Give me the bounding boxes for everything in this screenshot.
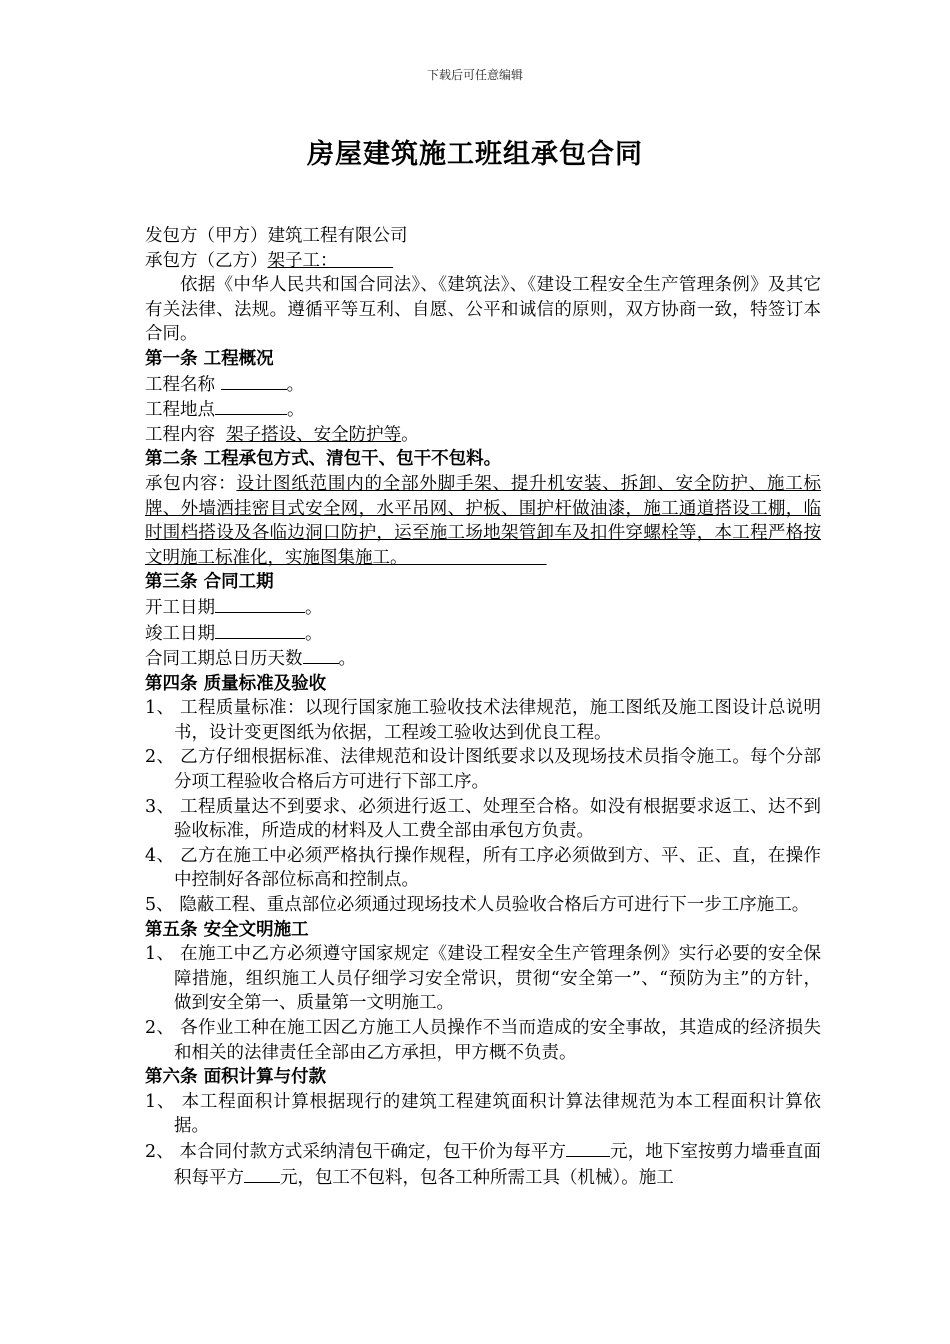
end-date-blank xyxy=(215,621,305,639)
total-days-blank xyxy=(303,646,339,664)
payment-item: 2、 本合同付款方式采纳清包干确定，包干价为每平方 元，地下室按剪力墙垂直面积每平方 元，包工不包料，包各工种所需工具（机械）。施工 xyxy=(145,1139,821,1190)
payment-item: 1、 本工程面积计算根据现行的建筑工程建筑面积计算法律规范为本工程面积计算依据。 xyxy=(145,1091,821,1137)
quality-item: 1、 工程质量标准：以现行国家施工验收技术法律规范，施工图纸及施工图设计总说明书，设计变更图纸为依据，工程竣工验收达到优良工程。 xyxy=(145,698,821,743)
contract-scope-value: 设计图纸范围内的全部外脚手架、提升机安装、拆卸、安全防护、施工标牌、外墙洒挂密目式安全网，水平吊网、护板、围护杆做油漆，施工通道搭设工棚，临时围档搭设及各临边洞口防护，运至施工场地架管卸车及扣件穿螺栓等，本工程严格按文明施工标准化，实施图集施工。 xyxy=(145,473,822,568)
section-6-heading: 第六条 面积计算与付款 xyxy=(145,1067,327,1088)
document-title: 房屋建筑施工班组承包合同 xyxy=(307,139,643,170)
total-days-field: 合同工期总日历天数 。 xyxy=(145,646,821,672)
party-a: 发包方（甲方）建筑工程有限公司 xyxy=(145,226,408,246)
party-b-value: 架子工： xyxy=(267,250,338,271)
quality-item: 3、 工程质量达不到要求、必须进行返工、处理至合格。如没有根据要求返工、达不到验收标准，所造成的材料及人工费全部由承包方负责。 xyxy=(145,796,821,842)
section-5-heading: 第五条 安全文明施工 xyxy=(145,919,309,940)
intro-paragraph: 依据《中华人民共和国合同法》、《建筑法》、《建设工程安全生产管理条例》及其它有关法律、法规。遵循平等互利、自愿、公平和诚信的原则，双方协商一致，特签订本合同。 xyxy=(145,275,821,345)
project-name-blank xyxy=(221,372,287,390)
safety-item: 2、 各作业工种在施工因乙方施工人员操作不当而造成的安全事故，其造成的经济损失和相关的法律责任全部由乙方承担，甲方概不负责。 xyxy=(145,1018,821,1063)
basement-price-blank xyxy=(244,1165,280,1183)
project-name-field: 工程名称 。 xyxy=(145,372,821,398)
start-date-field: 开工日期 。 xyxy=(145,595,821,621)
quality-item: 2、 乙方仔细根据标准、法律规范和设计图纸要求以及现场技术员指令施工。每个分部分项工程验收合格后方可进行下部工序。 xyxy=(145,747,821,793)
end-date-field: 竣工日期 。 xyxy=(145,621,821,647)
project-content-field: 工程内容 架子搭设、安全防护等。 xyxy=(145,424,419,445)
section-4-heading: 第四条 质量标准及验收 xyxy=(145,673,327,694)
contract-body xyxy=(145,224,821,1190)
unit-price-blank xyxy=(566,1139,610,1157)
section-1-heading: 第一条 工程概况 xyxy=(145,348,274,369)
page-header: 下载后可任意编辑 xyxy=(426,68,523,82)
start-date-blank xyxy=(215,595,305,613)
project-site-blank xyxy=(215,397,287,415)
quality-item: 4、 乙方在施工中必须严格执行操作规程，所有工序必须做到方、平、正、直，在操作中控制好各部位标高和控制点。 xyxy=(145,845,821,891)
section-3-heading: 第三条 合同工期 xyxy=(145,572,274,593)
party-b xyxy=(145,249,821,274)
safety-item: 1、 在施工中乙方必须遵守国家规定《建设工程安全生产管理条例》实行必要的安全保障措施，组织施工人员仔细学习安全常识，贯彻“安全第一”、“预防为主”的方针，做到安全第一、质量第一文明施工。 xyxy=(145,944,821,1014)
section-2-heading: 第二条 工程承包方式、清包干、包干不包料。 xyxy=(145,449,502,470)
project-site-field: 工程地点 。 xyxy=(145,397,821,423)
party-b-label: 承包方（乙方） xyxy=(145,250,268,271)
contract-scope: 承包内容：设计图纸范围内的全部外脚手架、提升机安装、拆卸、安全防护、施工标牌、外墙洒挂密目式安全网，水平吊网、护板、围护杆做油漆，施工通道搭设工棚，临时围档搭设及各临边洞口防护，运至施工场地架管卸车及扣件穿螺栓等，本工程严格按文明施工标准化，实施图集施工。 xyxy=(145,473,822,568)
project-content-value: 架子搭设、安全防护等 xyxy=(226,424,402,445)
quality-item: 5、 隐蔽工程、重点部位必须通过现场技术人员验收合格后方可进行下一步工序施工。 xyxy=(145,895,810,916)
